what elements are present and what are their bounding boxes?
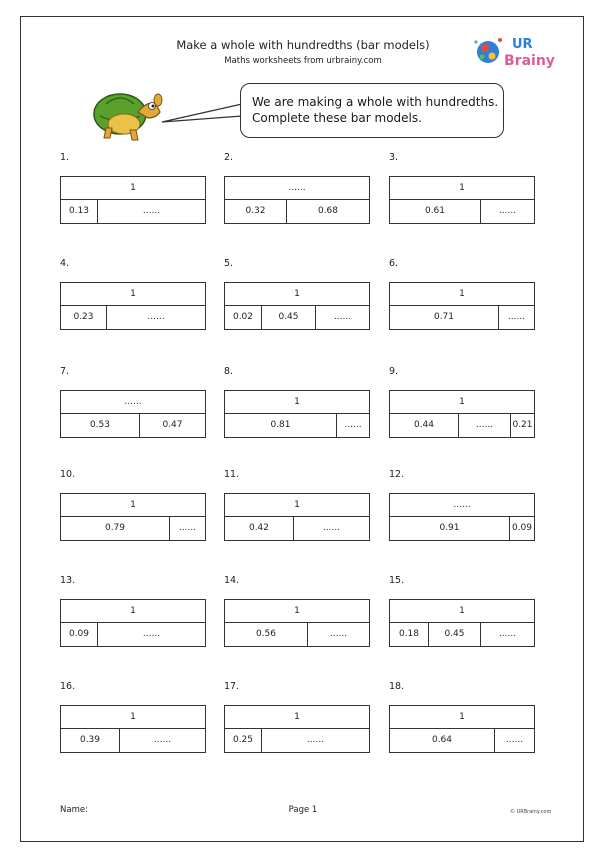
bar-model <box>389 176 535 224</box>
bar-part: 0.61 <box>424 206 446 216</box>
copyright-text: © URBrainy.com <box>510 809 552 815</box>
answer-blank[interactable]: ...... <box>336 414 369 437</box>
answer-blank[interactable]: ...... <box>97 623 205 646</box>
bar-part: 0.91 <box>439 523 460 533</box>
question-number: 5. <box>224 258 234 269</box>
bar-part: 0.44 <box>413 420 435 430</box>
bar-part: 0.02 <box>232 312 254 322</box>
question-number: 16. <box>60 681 76 692</box>
bar-whole: 1 <box>225 494 369 517</box>
speech-bubble-tail <box>160 100 246 130</box>
bubble-line-1: We are making a whole with hundredths. <box>252 95 499 109</box>
question-number: 4. <box>60 258 70 269</box>
bar-part: 0.23 <box>73 312 94 322</box>
bar-part: 0.45 <box>261 306 315 329</box>
bar-part: 0.79 <box>104 523 126 533</box>
bar-part: 0.56 <box>255 629 277 639</box>
question-number: 10. <box>60 469 76 480</box>
bar-model <box>60 390 206 438</box>
bar-part: 0.64 <box>431 735 453 745</box>
question-number: 15. <box>389 575 405 586</box>
bar-part: 0.71 <box>433 312 455 322</box>
answer-blank[interactable]: ...... <box>480 623 534 646</box>
answer-blank[interactable]: ...... <box>307 623 369 646</box>
bar-part: 0.81 <box>270 420 291 430</box>
name-label: Name: <box>60 805 88 815</box>
bar-part: 0.47 <box>139 414 205 437</box>
worksheet-title: Make a whole with hundredths (bar models) <box>176 38 430 52</box>
bar-model <box>224 599 370 647</box>
bar-model <box>389 390 535 438</box>
question-number: 1. <box>60 152 70 163</box>
question-number: 8. <box>224 366 234 377</box>
question-number: 14. <box>224 575 240 586</box>
question-number: 2. <box>224 152 234 163</box>
answer-blank[interactable]: ...... <box>293 517 369 540</box>
answer-blank[interactable]: ...... <box>169 517 205 540</box>
bar-part: 0.09 <box>509 517 534 540</box>
bar-model <box>224 493 370 541</box>
question-number: 12. <box>389 469 405 480</box>
question-number: 3. <box>389 152 399 163</box>
bar-part: 0.68 <box>286 200 369 223</box>
answer-blank[interactable]: ...... <box>119 729 205 752</box>
bar-whole: 1 <box>61 494 205 517</box>
question-number: 7. <box>60 366 70 377</box>
bar-part: 0.45 <box>428 623 480 646</box>
bar-model <box>224 282 370 330</box>
answer-blank[interactable]: ...... <box>458 414 510 437</box>
bar-whole: 1 <box>390 706 534 729</box>
bar-model <box>389 282 535 330</box>
bar-part: 0.53 <box>89 420 111 430</box>
logo-text-ur: UR <box>512 37 533 52</box>
bar-whole[interactable]: ...... <box>225 177 369 200</box>
bar-model <box>389 599 535 647</box>
question-number: 9. <box>389 366 399 377</box>
bar-part: 0.18 <box>398 629 420 639</box>
bar-model <box>389 493 535 541</box>
question-number: 11. <box>224 469 240 480</box>
question-number: 6. <box>389 258 399 269</box>
answer-blank[interactable]: ...... <box>480 200 534 223</box>
bar-whole: 1 <box>61 177 205 200</box>
bar-whole: 1 <box>225 706 369 729</box>
bar-part: 0.09 <box>68 629 90 639</box>
bubble-line-2: Complete these bar models. <box>252 111 422 125</box>
bar-model <box>224 390 370 438</box>
bar-whole: 1 <box>61 283 205 306</box>
bar-whole[interactable]: ...... <box>61 391 205 414</box>
answer-blank[interactable]: ...... <box>498 306 534 329</box>
bar-whole: 1 <box>225 283 369 306</box>
bar-model <box>60 493 206 541</box>
bar-part: 0.25 <box>232 735 254 745</box>
bar-model <box>224 705 370 753</box>
speech-bubble-text <box>252 94 502 126</box>
bar-part: 0.42 <box>248 523 270 533</box>
bar-model <box>60 176 206 224</box>
bar-whole: 1 <box>61 706 205 729</box>
question-number: 17. <box>224 681 240 692</box>
bar-whole: 1 <box>225 391 369 414</box>
bar-whole: 1 <box>390 600 534 623</box>
bar-whole: 1 <box>390 283 534 306</box>
answer-blank[interactable]: ...... <box>97 200 205 223</box>
bar-model <box>389 705 535 753</box>
bar-part: 0.21 <box>510 414 534 437</box>
bar-part: 0.13 <box>68 206 90 216</box>
bar-whole: 1 <box>61 600 205 623</box>
question-number: 18. <box>389 681 405 692</box>
page-number: Page 1 <box>288 805 318 815</box>
answer-blank[interactable]: ...... <box>315 306 369 329</box>
bar-whole: 1 <box>390 177 534 200</box>
bar-model <box>224 176 370 224</box>
worksheet-subtitle: Maths worksheets from urbrainy.com <box>224 56 382 66</box>
answer-blank[interactable]: ...... <box>106 306 205 329</box>
answer-blank[interactable]: ...... <box>261 729 369 752</box>
urbrainy-logo-icon <box>470 32 566 72</box>
answer-blank[interactable]: ...... <box>494 729 534 752</box>
logo-text-brainy: Brainy <box>504 53 555 69</box>
bar-part: 0.39 <box>79 735 101 745</box>
bar-model <box>60 282 206 330</box>
bar-whole[interactable]: ...... <box>390 494 534 517</box>
bar-model <box>60 705 206 753</box>
question-number: 13. <box>60 575 76 586</box>
bar-model <box>60 599 206 647</box>
bar-part: 0.32 <box>245 206 266 216</box>
bar-whole: 1 <box>225 600 369 623</box>
bar-whole: 1 <box>390 391 534 414</box>
